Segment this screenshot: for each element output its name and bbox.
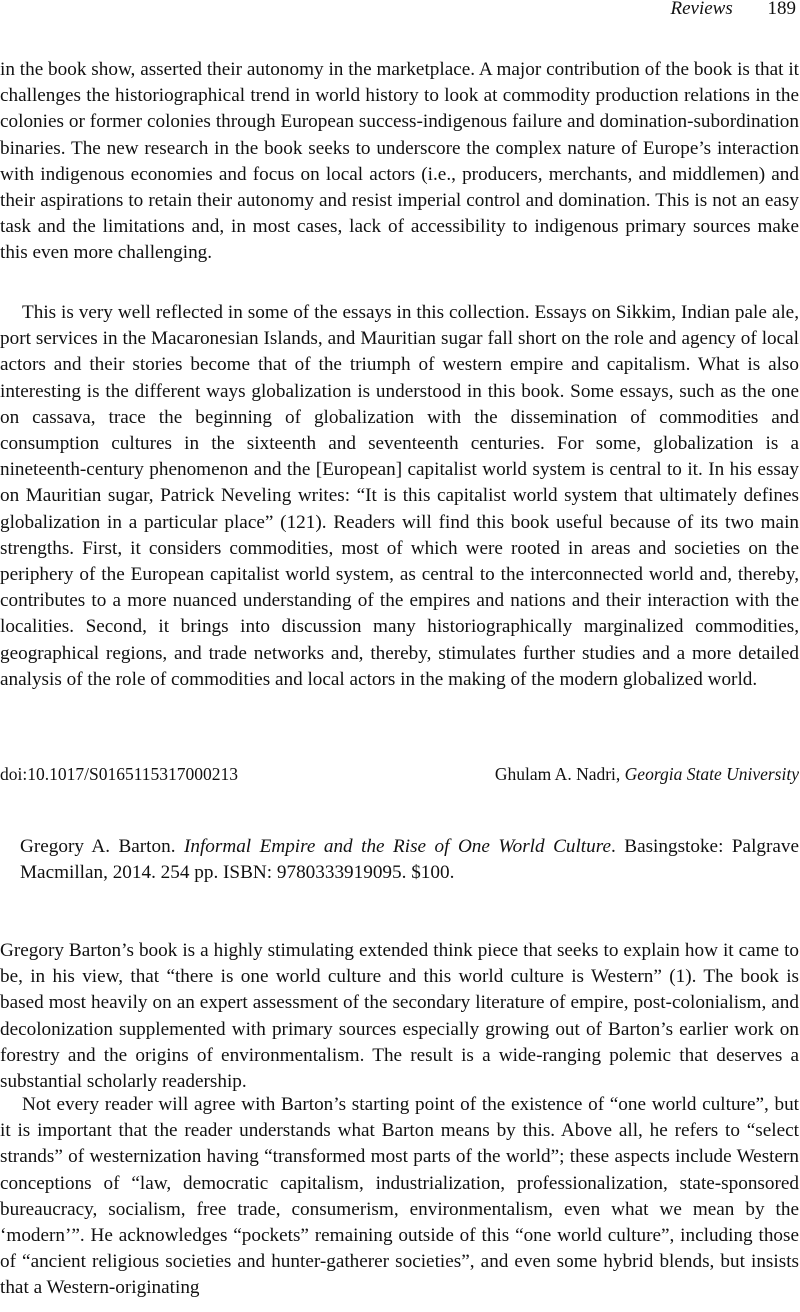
review2-paragraph-1: Gregory Barton’s book is a highly stimulating extended think piece that seeks to explain how it came to be, in his view, that “there is one world culture and this world culture is Western” (1). The book is based most heavily on an expert assessment of the secondary literature of empire, post-colonialism, and decolonization supplemented with primary sources especially growing out of Barton’s earlier work on forestry and the origins of environmentalism. The result is a wide-ranging polemic that deserves a substantial scholarly readership. (0, 940, 799, 1093)
review2-paragraph-2: Not every reader will agree with Barton’s starting point of the existence of “one world culture”, but it is important that the reader understands what Barton means by this. Above all, he refers to “select strands” of westernization having “transformed most parts of the world”; these aspects include Western conceptions of “law, democratic capitalism, industrialization, professionalization, state-sponsored bureaucracy, socialism, free trade, consumerism, environmentalism, even what we mean by the ‘modern’”. He acknowledges “pockets” remaining outside of this “one world culture”, including those of “ancient religious societies and hunter-gatherer societies”, and even some hybrid blends, but insists that a Western-originating (0, 1094, 799, 1299)
reviewer-signature (495, 762, 799, 786)
citation-author: Gregory A. Barton. (20, 836, 184, 857)
page-number: 189 (767, 0, 796, 19)
doi-link[interactable]: doi:10.1017/S0165115317000213 (0, 764, 239, 784)
citation-details: . Basingstoke: Palgrave Macmillan, 2014. 254 pp. ISBN: 9780333919095. $100. (20, 836, 800, 884)
review1-paragraph-2: This is very well reflected in some of the essays in this collection. Essays on Sikkim, Indian pale ale, port services in the Macaronesian Islands, and Mauritian sugar fall short on the role and agency of local actors and their stories become that of the triumph of western empire and capitalism. What is also interesting is the different ways globalization is understood in this book. Some essays, such as the one on cassava, trace the beginning of globalization with the dissemination of commodities and consumption cultures in the sixteenth and seventeenth centuries. For some, globalization is a nineteenth-century phenomenon and the [European] capitalist world system is central to it. In his essay on Mauritian sugar, Patrick Neveling writes: “It is this capitalist world system that ultimately defines globalization in a particular place” (121). Readers will find this book useful because of its two main strengths. First, it considers commodities, most of which were rooted in areas and societies on the periphery of the European capitalist world system, as central to the interconnected world and, thereby, contributes to a more nuanced understanding of the empires and nations and their interaction with the localities. Second, it brings into discussion many historiographically marginalized commodities, geographical regions, and trade networks and, thereby, stimulates further studies and a more detailed analysis of the role of commodities and local actors in the making of the modern globalized world. (0, 302, 799, 690)
reviewer-name: Ghulam A. Nadri, (494, 764, 625, 784)
review1-paragraph-1: in the book show, asserted their autonomy in the marketplace. A major contribution of the book is that it challenges the historiographical trend in world history to look at commodity production relations in the colonies or former colonies through European success-indigenous failure and domination-subordination binaries. The new research in the book seeks to underscore the complex nature of Europe’s interaction with indigenous economies and focus on local actors (i.e., producers, merchants, and middlemen) and their aspirations to retain their autonomy and resist imperial control and domination. This is not an easy task and the limitations and, in most cases, lack of accessibility to indigenous primary sources make this even more challenging. (0, 59, 799, 264)
running-header-section: Reviews (670, 0, 733, 19)
reviewer-affiliation: Georgia State University (624, 764, 799, 784)
citation-title: Informal Empire and the Rise of One World Culture (183, 836, 611, 857)
book-citation (20, 834, 799, 887)
running-header (670, 0, 796, 21)
